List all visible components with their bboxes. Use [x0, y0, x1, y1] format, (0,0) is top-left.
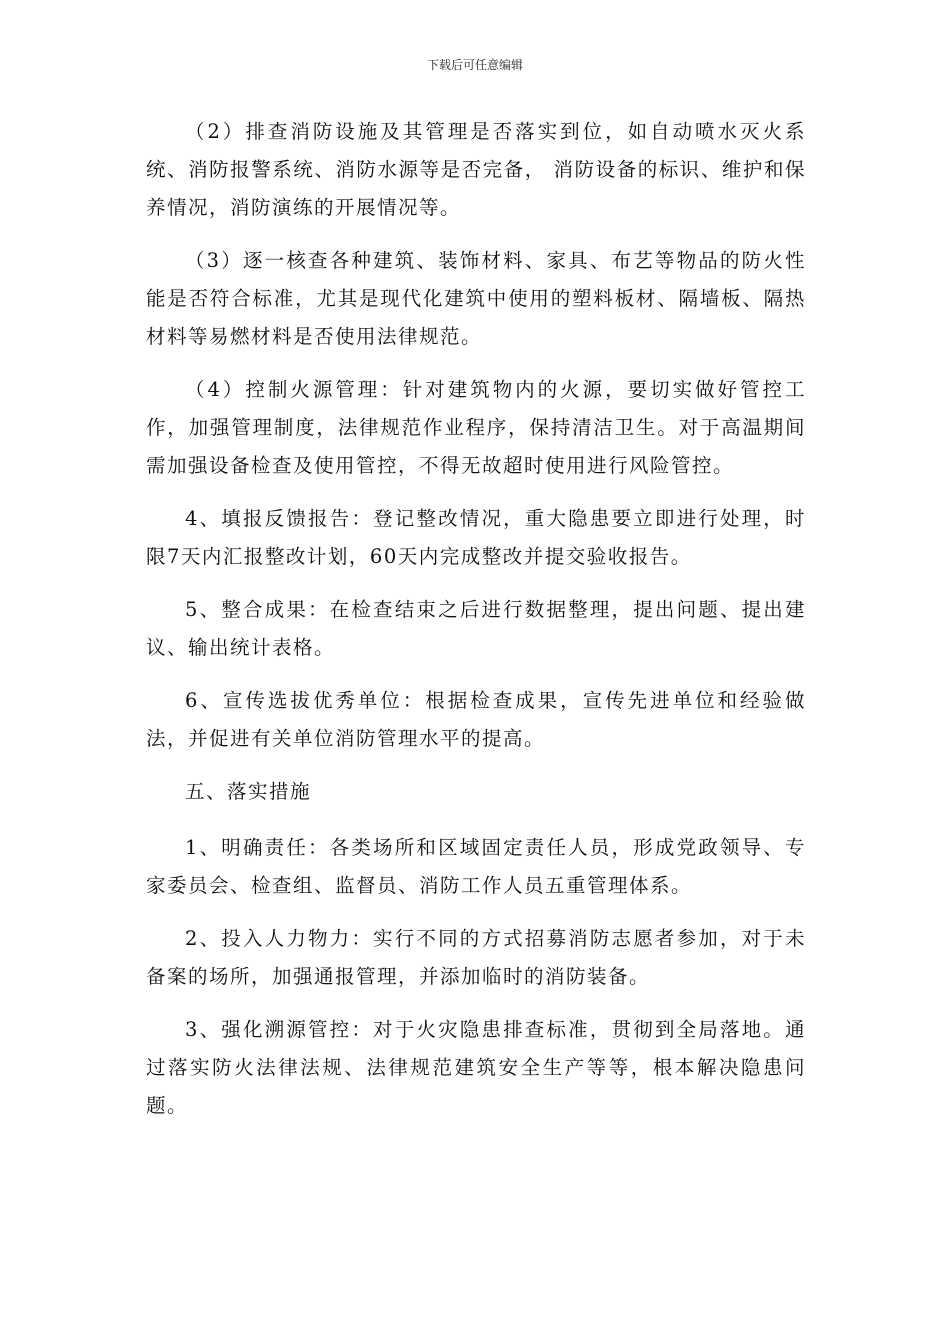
item-2-resources: 2、投入人力物力：实行不同的方式招募消防志愿者参加，对于未备案的场所，加强通报管理，并添加临时的消防装备。 [146, 927, 806, 988]
item-6-promote-units: 6、宣传选拔优秀单位：根据检查成果，宣传先进单位和经验做法，并促进有关单位消防管理水平的提高。 [146, 689, 806, 750]
item-1-responsibility: 1、明确责任：各类场所和区域固定责任人员，形成党政领导、专家委员会、检查组、监督员、消防工作人员五重管理体系。 [146, 836, 806, 897]
paragraph-4-fire-source-control: （4）控制火源管理：针对建筑物内的火源，要切实做好管控工作，加强管理制度，法律规范作业程序，保持清洁卫生。对于高温期间需加强设备检查及使用管控，不得无故超时使用进行风险管控。 [146, 378, 806, 477]
page-header-note: 下载后可任意编辑 [426, 58, 523, 72]
paragraph-3-materials-check: （3）逐一核查各种建筑、装饰材料、家具、布艺等物品的防火性能是否符合标准，尤其是现代化建筑中使用的塑料板材、隔墙板、隔热材料等易燃材料是否使用法律规范。 [146, 249, 806, 348]
item-4-feedback-report: 4、填报反馈报告：登记整改情况，重大隐患要立即进行处理，时限7天内汇报整改计划，60天内完成整改并提交验收报告。 [146, 507, 806, 568]
item-3-traceability-control: 3、强化溯源管控：对于火灾隐患排查标准，贯彻到全局落地。通过落实防火法律法规、法律规范建筑安全生产等等，根本解决隐患问题。 [146, 1018, 806, 1117]
document-body [146, 113, 806, 1140]
paragraph-2-facilities-check: （2）排查消防设施及其管理是否落实到位，如自动喷水灭火系统、消防报警系统、消防水源等是否完备， 消防设备的标识、维护和保养情况，消防演练的开展情况等。 [146, 120, 806, 219]
item-5-integrate-results: 5、整合成果：在检查结束之后进行数据整理，提出问题、提出建议、输出统计表格。 [146, 598, 806, 659]
section-heading-implementation: 五、落实措施 [185, 780, 312, 803]
